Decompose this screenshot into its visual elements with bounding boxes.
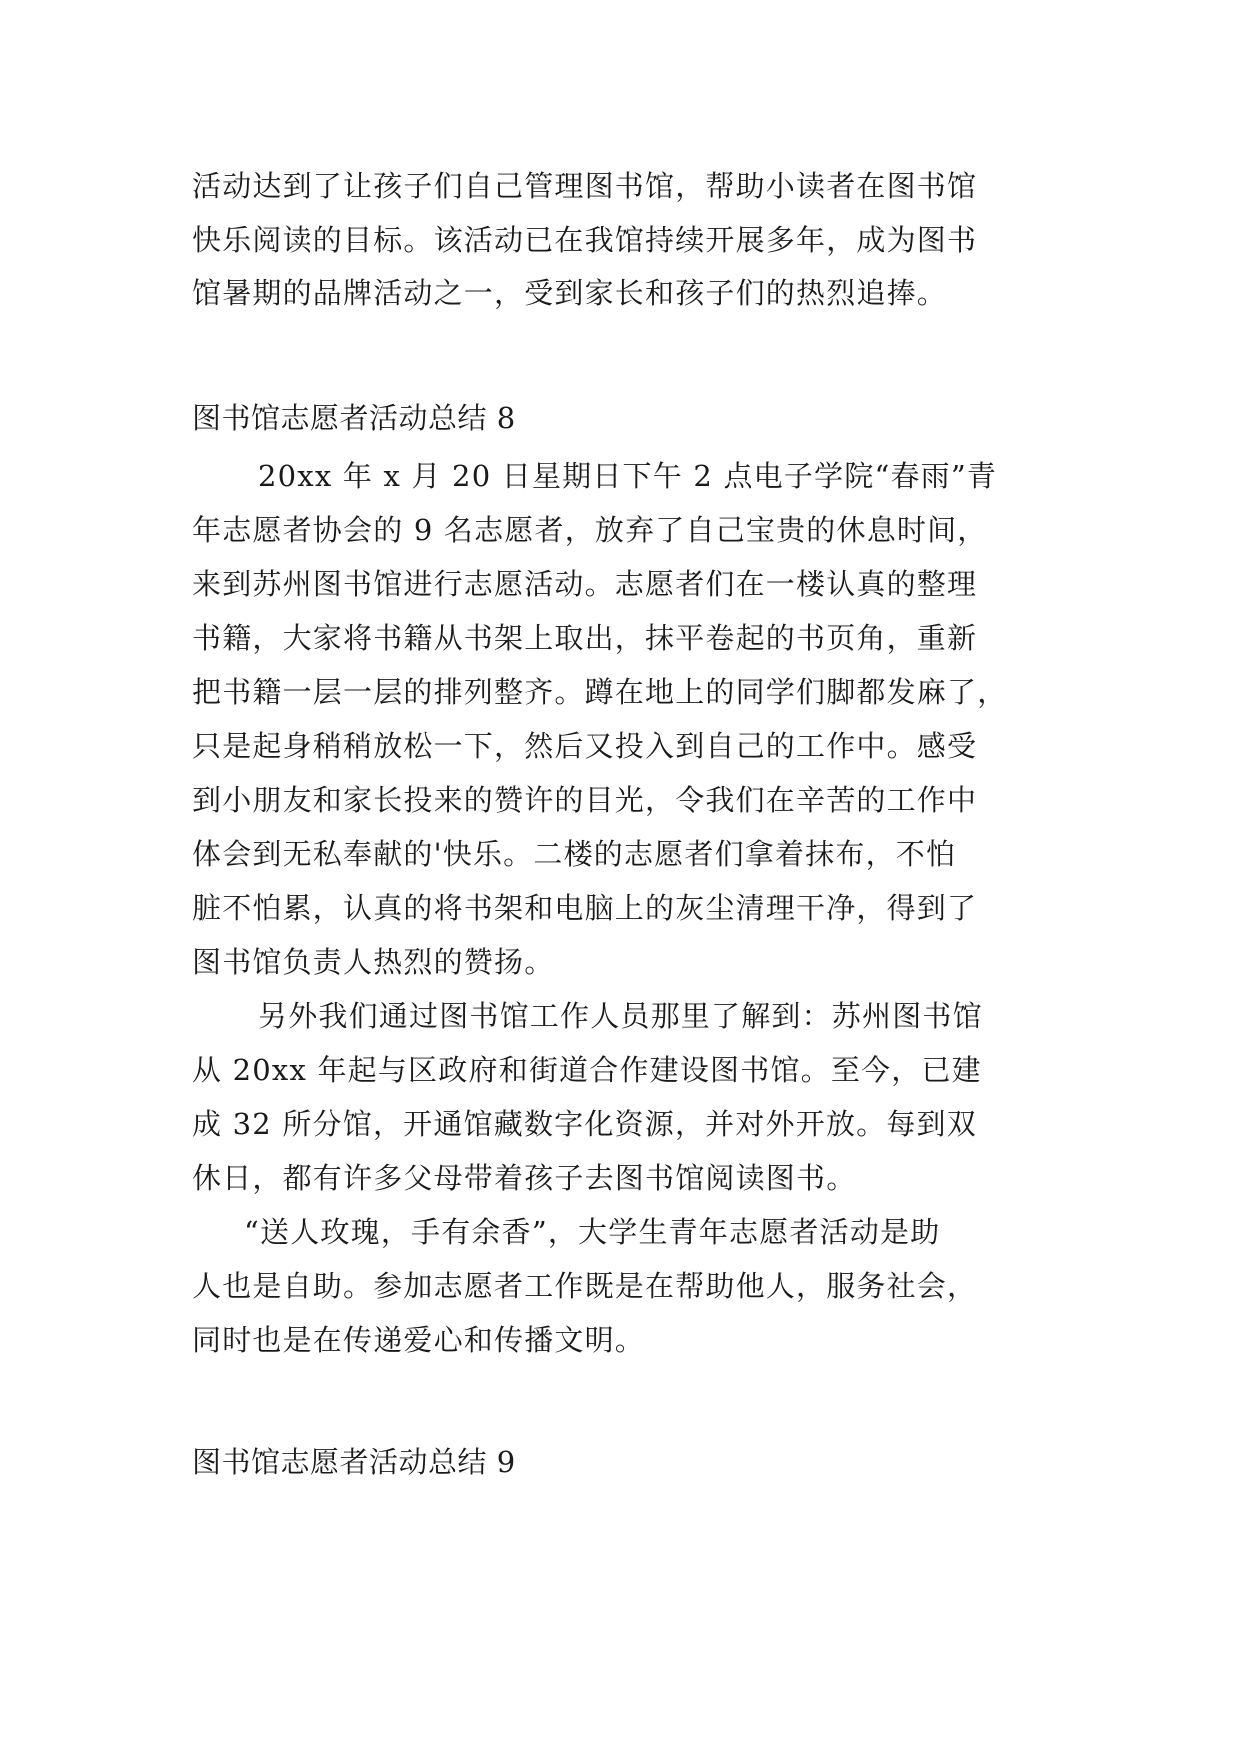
section-8-heading: 图书馆志愿者活动总结 8 <box>192 401 516 435</box>
section-8-p2-line-1: 另外我们通过图书馆工作人员那里了解到：苏州图书馆 <box>258 999 983 1033</box>
section-8-p2-line-2: 从 20xx 年起与区政府和街道合作建设图书馆。至今，已建 <box>192 1053 982 1087</box>
section-9-heading: 图书馆志愿者活动总结 9 <box>192 1445 516 1479</box>
section-8-p1-line-2: 年志愿者协会的 9 名志愿者，放弃了自己宝贵的休息时间， <box>192 513 988 547</box>
section-8-p1-line-6: 只是起身稍稍放松一下，然后又投入到自己的工作中。感受 <box>192 729 978 763</box>
intro-line-2: 快乐阅读的目标。该活动已在我馆持续开展多年，成为图书 <box>192 223 978 257</box>
section-8-p2-line-4: 休日，都有许多父母带着孩子去图书馆阅读图书。 <box>192 1161 857 1195</box>
section-8-p1-line-1: 20xx 年 x 月 20 日星期日下午 2 点电子学院“春雨”青 <box>258 459 998 493</box>
section-8-p2-line-3: 成 32 所分馆，开通馆藏数字化资源，并对外开放。每到双 <box>192 1107 977 1141</box>
intro-line-1: 活动达到了让孩子们自己管理图书馆，帮助小读者在图书馆 <box>192 169 978 203</box>
section-8-p1-line-4: 书籍，大家将书籍从书架上取出，抹平卷起的书页角，重新 <box>192 621 978 655</box>
section-8-p1-line-3: 来到苏州图书馆进行志愿活动。志愿者们在一楼认真的整理 <box>192 567 978 601</box>
section-8-p1-line-5: 把书籍一层一层的排列整齐。蹲在地上的同学们脚都发麻了， <box>192 675 1008 709</box>
section-8-p3-line-2: 人也是自助。参加志愿者工作既是在帮助他人，服务社会， <box>192 1269 978 1303</box>
section-8-p3-line-1: “送人玫瑰，手有余香”，大学生青年志愿者活动是助 <box>244 1215 941 1249</box>
section-8-p1-line-8: 体会到无私奉献的'快乐。二楼的志愿者们拿着抹布，不怕 <box>192 837 957 871</box>
section-8-p1-line-10: 图书馆负责人热烈的赞扬。 <box>192 945 555 979</box>
section-8-p1-line-9: 脏不怕累，认真的将书架和电脑上的灰尘清理干净，得到了 <box>192 891 978 925</box>
intro-line-3: 馆暑期的品牌活动之一，受到家长和孩子们的热烈追捧。 <box>192 276 948 310</box>
section-8-p1-line-7: 到小朋友和家长投来的赞许的目光，令我们在辛苦的工作中 <box>192 783 978 817</box>
section-8-p3-line-3: 同时也是在传递爱心和传播文明。 <box>192 1323 646 1357</box>
